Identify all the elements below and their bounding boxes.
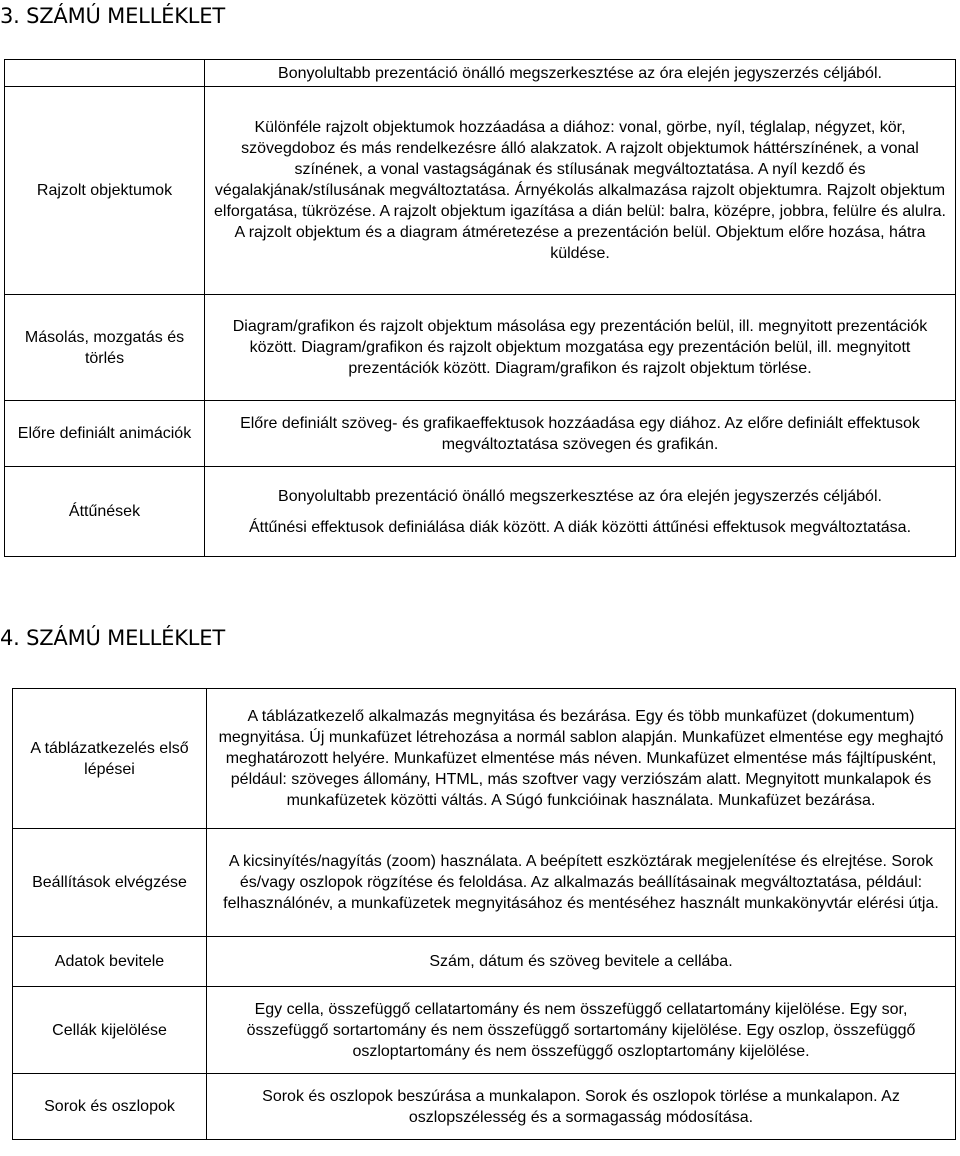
description-cell: A kicsinyítés/nagyítás (zoom) használata. A beépített eszköztárak megjelenítése és elrejtése. Sorok és/vagy oszlopok rögzítése és feloldása. Az alkalmazás beállításainak megváltoztatása, például: felhasználónév, a munkafüzetek megnyitásához és mentéséhez használt munkakönyvtár elérési útja. bbox=[207, 829, 956, 937]
description-cell bbox=[205, 467, 956, 557]
annex-3-table bbox=[4, 59, 956, 557]
annex-3-heading: 3. SZÁMÚ MELLÉKLET bbox=[0, 4, 225, 28]
topic-cell: Cellák kijelölése bbox=[13, 987, 207, 1074]
table-row bbox=[5, 60, 956, 87]
description-cell: Diagram/grafikon és rajzolt objektum másolása egy prezentáción belül, ill. megnyitott prezentációk között. Diagram/grafikon és rajzolt objektum mozgatása egy prezentáción belül, ill. megnyitott prezentációk között. Diagram/grafikon és rajzolt objektum törlése. bbox=[205, 295, 956, 401]
table-row bbox=[5, 295, 956, 401]
table-row bbox=[13, 937, 956, 987]
description-line: Áttűnési effektusok definiálása diák között. A diák közötti áttűnési effektusok megváltoztatása. bbox=[248, 518, 912, 536]
topic-cell: Adatok bevitele bbox=[13, 937, 207, 987]
description-cell: Szám, dátum és szöveg bevitele a cellába. bbox=[207, 937, 956, 987]
description-cell: Egy cella, összefüggő cellatartomány és nem összefüggő cellatartomány kijelölése. Egy sor, összefüggő sortartomány és nem összefüggő sortartomány kijelölése. Egy oszlop, összefüggő oszloptartomány és nem összefüggő oszloptartomány kijelölése. bbox=[207, 987, 956, 1074]
topic-cell: Másolás, mozgatás és törlés bbox=[5, 295, 205, 401]
table-cell-empty bbox=[5, 60, 205, 87]
description-cell: A táblázatkezelő alkalmazás megnyitása és bezárása. Egy és több munkafüzet (dokumentum) megnyitása. Új munkafüzet létrehozása a normál sablon alapján. Munkafüzet elmentése egy meghajtó meghatározott helyére. Munkafüzet elmentése más néven. Munkafüzet elmentése más fájltípusként, például: szöveges állomány, HTML, más szoftver vagy verziószám alatt. Megnyitott munkalapok és munkafüzetek közötti váltás. A Súgó funkcióinak használata. Munkafüzet bezárása. bbox=[207, 689, 956, 829]
topic-cell: Sorok és oszlopok bbox=[13, 1074, 207, 1140]
description-line: Bonyolultabb prezentáció önálló megszerkesztése az óra elején jegyszerzés céljából. bbox=[278, 487, 882, 505]
description-cell: Előre definiált szöveg- és grafikaeffektusok hozzáadása egy diához. Az előre definiált effektusok megváltoztatása szövegen és grafikán. bbox=[205, 401, 956, 467]
intro-text: Bonyolultabb prezentáció önálló megszerkesztése az óra elején jegyszerzés céljából. bbox=[205, 60, 956, 87]
topic-cell: Beállítások elvégzése bbox=[13, 829, 207, 937]
table-row bbox=[5, 467, 956, 557]
table-row bbox=[5, 87, 956, 295]
description-cell: Sorok és oszlopok beszúrása a munkalapon. Sorok és oszlopok törlése a munkalapon. Az oszlopszélesség és a sormagasság módosítása. bbox=[207, 1074, 956, 1140]
table-row bbox=[13, 987, 956, 1074]
topic-cell: Áttűnések bbox=[5, 467, 205, 557]
table-row bbox=[13, 689, 956, 829]
topic-cell: Előre definiált animációk bbox=[5, 401, 205, 467]
description-cell: Különféle rajzolt objektumok hozzáadása a diához: vonal, görbe, nyíl, téglalap, négyzet, kör, szövegdoboz és más rendelkezésre álló alakzatok. A rajzolt objektumok háttérszínének, a vonal színének, a vonal vastagságának és stílusának megváltoztatása. A nyíl kezdő és végalakjának/stílusának megváltoztatása. Árnyékolás alkalmazása rajzolt objektumra. Rajzolt objektum elforgatása, tükrözése. A rajzolt objektum igazítása a dián belül: balra, középre, jobbra, felülre és alulra. A rajzolt objektum és a diagram átméretezése a prezentáción belül. Objektum előre hozása, hátra küldése. bbox=[205, 87, 956, 295]
annex-4-heading: 4. SZÁMÚ MELLÉKLET bbox=[0, 626, 225, 650]
table-row bbox=[5, 401, 956, 467]
topic-cell: A táblázatkezelés első lépései bbox=[13, 689, 207, 829]
topic-cell: Rajzolt objektumok bbox=[5, 87, 205, 295]
table-row bbox=[13, 829, 956, 937]
table-row bbox=[13, 1074, 956, 1140]
annex-4-table bbox=[12, 688, 956, 1140]
